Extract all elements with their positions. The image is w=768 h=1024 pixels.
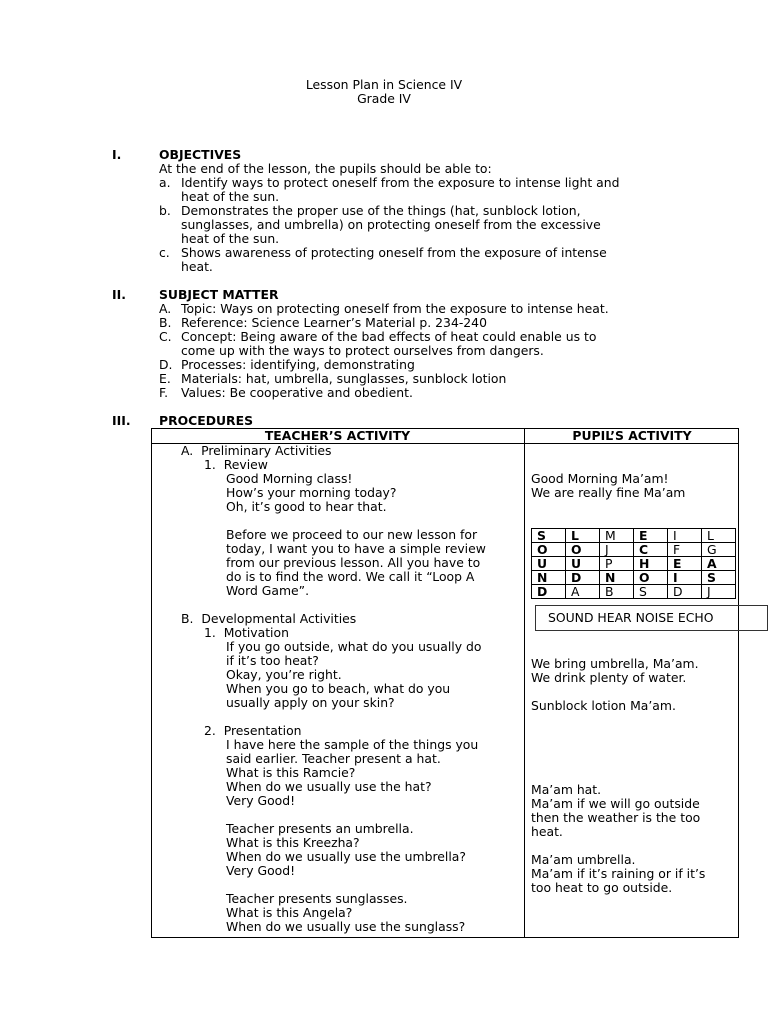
pupil-line: Sunblock lotion Ma’am. [531,698,676,713]
teacher-line: What is this Ramcie? [226,765,356,780]
teacher-line: said earlier. Teacher present a hat. [226,751,441,766]
word-grid-cell: J [600,543,634,557]
word-grid-cell: G [702,543,736,557]
teacher-line: When you go to beach, what do you [226,681,451,696]
teacher-line: How’s your morning today? [226,485,397,500]
column-header-teacher: TEACHER’S ACTIVITY [264,428,411,443]
teacher-line: When do we usually use the sunglass? [226,919,466,934]
word-grid-cell: A [566,585,600,599]
teacher-line: Very Good! [226,863,296,878]
list-item-line: Processes: identifying, demonstrating [181,357,415,372]
list-item-line: Concept: Being aware of the bad effects of heat could enable us to [181,329,597,344]
teacher-line: if it’s too heat? [226,653,319,668]
teacher-line: When do we usually use the umbrella? [226,849,466,864]
word-grid-cell: L [702,529,736,543]
teacher-line: I have here the sample of the things you [226,737,479,752]
word-grid-cell: O [566,543,600,557]
pupil-line: Ma’am if we will go outside [531,796,700,811]
teacher-line: usually apply on your skin? [226,695,395,710]
word-grid-cell: A [702,557,736,571]
word-grid-cell: F [668,543,702,557]
list-item-line: Demonstrates the proper use of the things (hat, sunblock lotion, [181,203,581,218]
pupil-line: then the weather is the too [531,810,701,825]
teacher-line: Very Good! [226,793,296,808]
word-grid-cell: B [600,585,634,599]
list-item-line: come up with the ways to protect ourselves from dangers. [181,343,544,358]
document-title: Lesson Plan in Science IV [305,77,463,92]
list-marker: C. [159,329,172,344]
word-grid-cell: U [566,557,600,571]
word-grid-cell: O [532,543,566,557]
list-marker: b. [159,203,171,218]
loop-a-word-grid [531,528,736,599]
pupil-line: We drink plenty of water. [531,670,687,685]
teacher-line: Oh, it’s good to hear that. [226,499,387,514]
word-grid-cell: N [532,571,566,585]
section-heading-procedures: PROCEDURES [159,413,253,428]
list-marker: E. [159,371,171,386]
document-grade: Grade IV [357,91,411,106]
list-item-line: Materials: hat, umbrella, sunglasses, sunblock lotion [181,371,507,386]
pupil-line: Ma’am if it’s raining or if it’s [531,866,706,881]
word-grid-cell: L [566,529,600,543]
word-grid-cell: H [634,557,668,571]
list-marker: B. [159,315,172,330]
activity-heading-developmental: B. Developmental Activities [181,611,357,626]
section-numeral-subject-matter: II. [112,287,126,302]
word-grid-cell: C [634,543,668,557]
list-item-line: Topic: Ways on protecting oneself from the exposure to intense heat. [181,301,609,316]
activity-heading-preliminary: A. Preliminary Activities [181,443,332,458]
section-heading-objectives: OBJECTIVES [159,147,242,162]
section-heading-subject-matter: SUBJECT MATTER [159,287,279,302]
teacher-line: from our previous lesson. All you have to [226,555,481,570]
word-grid-cell: J [702,585,736,599]
word-grid-cell: I [668,571,702,585]
list-item-line: heat. [181,259,213,274]
word-grid-cell: S [702,571,736,585]
teacher-line: When do we usually use the hat? [226,779,432,794]
word-grid-cell: E [668,557,702,571]
word-grid-cell: N [600,571,634,585]
list-item-line: sunglasses, and umbrella) on protecting oneself from the excessive [181,217,601,232]
word-grid-cell: U [532,557,566,571]
teacher-line: What is this Kreezha? [226,835,360,850]
word-grid-cell: O [634,571,668,585]
word-grid-row [532,571,736,585]
teacher-line: What is this Angela? [226,905,353,920]
teacher-line: Before we proceed to our new lesson for [226,527,478,542]
word-grid-cell: S [532,529,566,543]
pupil-line: We bring umbrella, Ma’am. [531,656,699,671]
pupil-line: Ma’am hat. [531,782,602,797]
list-marker: A. [159,301,172,316]
section-numeral-objectives: I. [112,147,122,162]
word-grid-row [532,585,736,599]
word-grid-row [532,557,736,571]
list-item-line: Reference: Science Learner’s Material p. 234-240 [181,315,487,330]
teacher-line: If you go outside, what do you usually do [226,639,482,654]
word-grid-cell: M [600,529,634,543]
teacher-line: Good Morning class! [226,471,353,486]
pupil-line: heat. [531,824,563,839]
objectives-intro: At the end of the lesson, the pupils should be able to: [159,161,492,176]
column-header-pupil: PUPIL’S ACTIVITY [572,428,692,443]
pupil-line: We are really fine Ma’am [531,485,686,500]
list-marker: c. [159,245,170,260]
list-marker: F. [159,385,169,400]
teacher-line: Okay, you’re right. [226,667,342,682]
activity-subheading-presentation: 2. Presentation [204,723,302,738]
teacher-line: today, I want you to have a simple review [226,541,486,556]
word-grid-cell: D [566,571,600,585]
list-item-line: heat of the sun. [181,231,280,246]
word-grid-cell: D [668,585,702,599]
word-grid-cell: S [634,585,668,599]
table-column-divider [524,428,525,938]
list-marker: a. [159,175,171,190]
pupil-line: too heat to go outside. [531,880,673,895]
activity-subheading-motivation: 1. Motivation [204,625,289,640]
word-grid-cell: E [634,529,668,543]
list-item-line: Identify ways to protect oneself from the exposure to intense light and [181,175,620,190]
teacher-line: Teacher presents sunglasses. [226,891,408,906]
list-item-line: Shows awareness of protecting oneself from the exposure of intense [181,245,607,260]
section-numeral-procedures: III. [112,413,131,428]
word-grid-row [532,529,736,543]
pupil-line: Ma’am umbrella. [531,852,636,867]
pupil-line: Good Morning Ma’am! [531,471,669,486]
answer-box: SOUND HEAR NOISE ECHO [535,605,768,631]
teacher-line: do is to find the word. We call it “Loop A [226,569,475,584]
list-item-line: heat of the sun. [181,189,280,204]
list-marker: D. [159,357,173,372]
word-grid-row [532,543,736,557]
word-grid-cell: D [532,585,566,599]
word-grid-cell: I [668,529,702,543]
activity-subheading-review: 1. Review [204,457,268,472]
list-item-line: Values: Be cooperative and obedient. [181,385,413,400]
teacher-line: Teacher presents an umbrella. [226,821,414,836]
teacher-line: Word Game”. [226,583,310,598]
word-grid-cell: P [600,557,634,571]
